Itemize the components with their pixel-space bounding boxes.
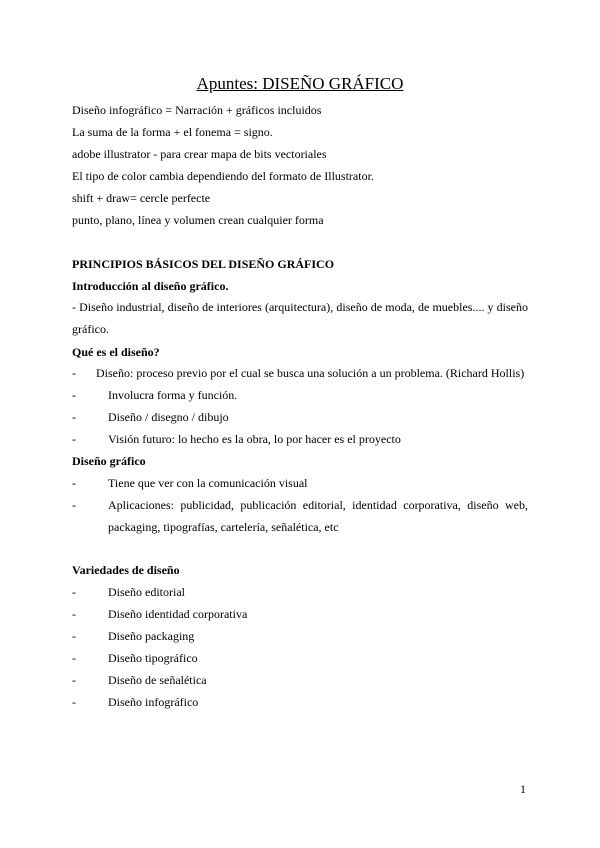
bullet-dash: - <box>72 673 76 687</box>
note-line: adobe illustrator - para crear mapa de bits vectoriales <box>72 147 327 161</box>
bullet-dash: - <box>72 629 76 643</box>
list-item-text: Diseño / disegno / dibujo <box>108 410 229 424</box>
list-item-text: Aplicaciones: publicidad, publicación editorial, identidad corporativa, diseño web, packaging, tipografías, cartelería, señalética, etc <box>108 498 528 534</box>
list-item <box>72 691 528 713</box>
note-line: punto, plano, línea y volumen crean cualquier forma <box>72 213 324 227</box>
section-heading-principios: PRINCIPIOS BÁSICOS DEL DISEÑO GRÁFICO <box>72 257 335 271</box>
note-line: El tipo de color cambia dependiendo del formato de Illustrator. <box>72 169 374 183</box>
bullet-dash: - <box>72 410 76 424</box>
list-item-text: Diseño: proceso previo por el cual se busca una solución a un problema. (Richard Hollis) <box>96 366 525 380</box>
section-heading-variedades: Variedades de diseño <box>72 563 180 577</box>
list-item-text: Involucra forma y función. <box>108 388 238 402</box>
list-item-text: Diseño packaging <box>108 629 195 643</box>
bullet-dash: - <box>72 651 76 665</box>
list-item-text: Diseño editorial <box>108 585 185 599</box>
note-line: shift + draw= cercle perfecte <box>72 191 211 205</box>
list-item <box>72 472 528 494</box>
bullet-dash: - <box>72 498 76 512</box>
list-item <box>72 406 528 428</box>
note-line: La suma de la forma + el fonema = signo. <box>72 125 273 139</box>
list-item-text: Diseño de señalética <box>108 673 207 687</box>
list-item <box>72 494 528 538</box>
bullet-dash: - <box>72 388 76 402</box>
page-number: 1 <box>520 782 526 796</box>
intro-paragraph: - Diseño industrial, diseño de interiores (arquitectura), diseño de moda, de muebles.... y diseño gráfico. <box>72 300 528 336</box>
bullet-dash: - <box>72 476 76 490</box>
list-item-text: Visión futuro: lo hecho es la obra, lo por hacer es el proyecto <box>108 432 401 446</box>
list-item <box>72 625 528 647</box>
list-item <box>72 581 528 603</box>
list-item <box>72 669 528 691</box>
subheading-diseno-grafico: Diseño gráfico <box>72 454 146 468</box>
bullet-dash: - <box>72 695 76 709</box>
subheading-que-es: Qué es el diseño? <box>72 345 160 359</box>
list-item-text: Tiene que ver con la comunicación visual <box>108 476 308 490</box>
list-item-text: Diseño infográfico <box>108 695 199 709</box>
page-title: Apuntes: DISEÑO GRÁFICO <box>196 74 404 93</box>
list-item <box>72 647 528 669</box>
list-item <box>72 384 528 406</box>
note-line: Diseño infográfico = Narración + gráficos incluidos <box>72 103 322 117</box>
bullet-dash: - <box>72 607 76 621</box>
bullet-dash: - <box>72 585 76 599</box>
list-item-text: Diseño identidad corporativa <box>108 607 248 621</box>
list-item-text: Diseño tipográfico <box>108 651 198 665</box>
bullet-dash: - <box>72 366 76 380</box>
list-item <box>72 428 528 450</box>
list-item <box>72 603 528 625</box>
subheading-introduccion: Introducción al diseño gráfico. <box>72 279 229 293</box>
bullet-dash: - <box>72 432 76 446</box>
list-item <box>72 362 528 384</box>
